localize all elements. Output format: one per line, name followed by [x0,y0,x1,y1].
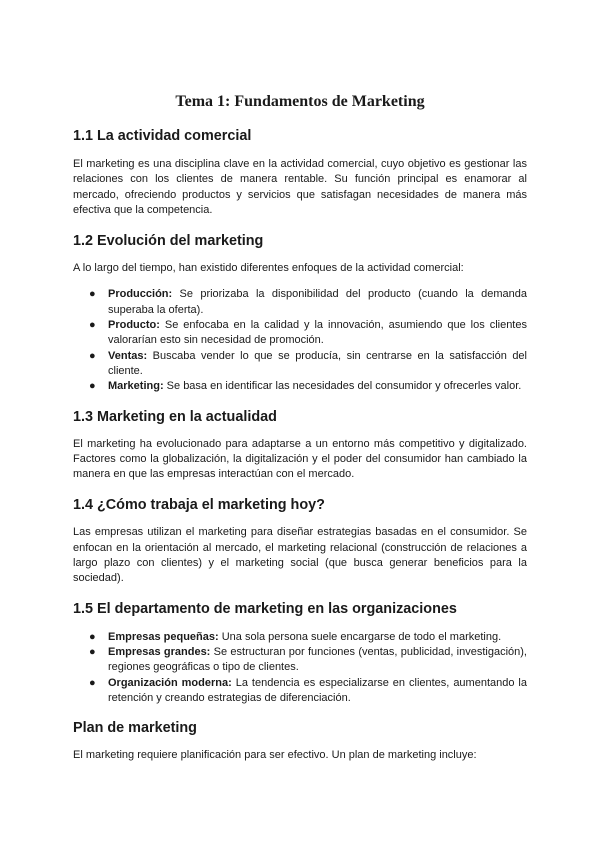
list-item-term: Marketing: [108,380,164,393]
list-item-term: Producto: [108,319,160,332]
paragraph-plan-marketing: El marketing requiere planificación para ser efectivo. Un plan de marketing incluye: [73,749,477,762]
list-item-text: Se basa en identificar las necesidades del consumidor y ofrecerles valor. [163,380,522,393]
paragraph-1-2: A lo largo del tiempo, han existido diferentes enfoques de la actividad comercial: [73,262,464,275]
heading-1-2: 1.2 Evolución del marketing [73,233,264,250]
list-item-text: La tendencia es especializarse en clientes, aumentando la retención y creando estrategias de diferenciación. [108,676,527,704]
list-item [89,645,527,676]
list-item-term: Ventas: [108,349,148,362]
bullet-icon: ● [89,380,96,393]
list-item [89,287,527,318]
list-item-term: Producción: [108,288,173,301]
heading-1-5: 1.5 El departamento de marketing en las organizaciones [73,600,457,617]
list-item [89,318,527,349]
list-item-text: Se enfocaba en la calidad y la innovación, asumiendo que los clientes valorarían esto sin necesidad de promoción. [108,319,527,347]
heading-1-3: 1.3 Marketing en la actualidad [73,408,277,425]
list-item-term: Organización moderna: [108,676,232,689]
list-evolucion [73,287,527,394]
list-item [89,379,527,394]
list-item-text: Una sola persona suele encargarse de todo el marketing. [218,630,502,643]
list-item-term: Empresas pequeñas: [108,630,219,643]
heading-1-1: 1.1 La actividad comercial [73,128,252,144]
list-item-text: Buscaba vender lo que se producía, sin centrarse en la satisfacción del cliente. [108,349,527,377]
list-item-text: Se estructuran por funciones (ventas, publicidad, investigación), regiones geográficas o tipo de clientes. [108,645,527,674]
bullet-icon: ● [89,288,96,301]
list-item-term: Empresas grandes: [108,645,211,658]
paragraph-1-1: El marketing es una disciplina clave en la actividad comercial, cuyo objetivo es gestionar las relaciones con los clientes de manera rentable. Su función principal es enamorar al mercado, ofreciendo productos y servicios que satisfagan necesidades de manera más efectiva que la competencia. [73,158,527,216]
bullet-icon: ● [89,645,96,658]
bullet-icon: ● [89,630,96,643]
list-item-text: Se priorizaba la disponibilidad del producto (cuando la demanda superaba la oferta). [108,288,527,316]
list-item [89,630,527,645]
list-departamento [73,630,527,706]
paragraph-1-3: El marketing ha evolucionado para adaptarse a un entorno más competitivo y digitalizado. Factores como la globalización, la digitalización y el poder del consumidor han cambiado la manera en que las empresas interactúan con el mercado. [73,437,527,481]
bullet-icon: ● [89,676,96,689]
paragraph-1-4: Las empresas utilizan el marketing para diseñar estrategias basadas en el consumidor. Se enfocan en la orientación al mercado, el marketing relacional (construcción de relaciones a largo plazo con clientes) y el marketing social (que busca generar beneficios para la sociedad). [73,526,527,585]
list-item [89,349,527,380]
list-item [89,676,527,707]
bullet-icon: ● [89,349,96,362]
heading-1-4: 1.4 ¿Cómo trabaja el marketing hoy? [73,497,325,514]
heading-plan-marketing: Plan de marketing [73,720,197,737]
document-title: Tema 1: Fundamentos de Marketing [175,93,425,110]
bullet-icon: ● [89,319,96,332]
